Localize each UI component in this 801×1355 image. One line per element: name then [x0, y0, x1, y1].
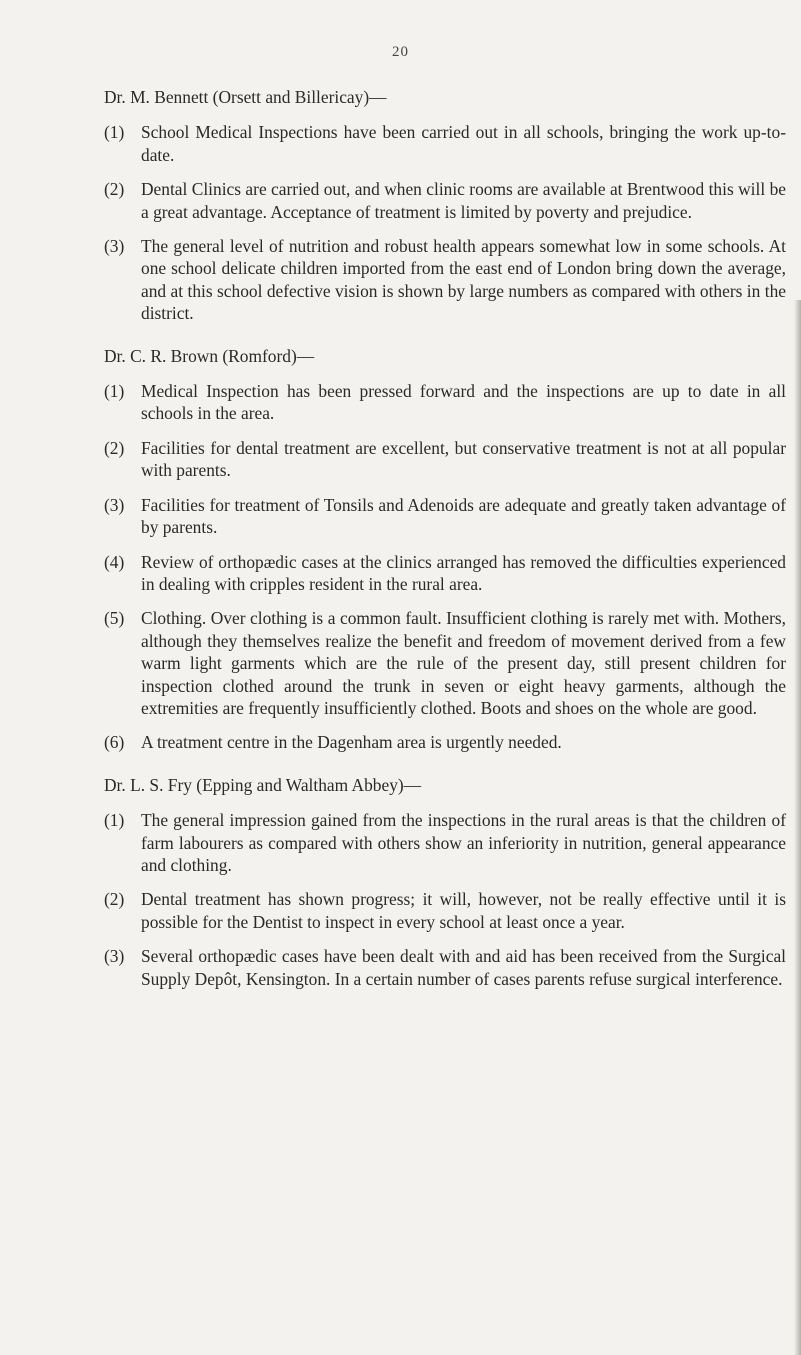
report-section-fry: [104, 774, 786, 990]
report-item: [104, 945, 786, 990]
item-number: (2): [104, 437, 125, 458]
report-item: [104, 437, 786, 482]
report-item: [104, 178, 786, 223]
item-text: Dental Clinics are carried out, and when clinic rooms are available at Brentwood this will be a great advantage. Acceptance of treatment is limited by poverty and prejudice.: [141, 179, 786, 222]
report-item: [104, 888, 786, 933]
item-number: (1): [104, 122, 125, 143]
report-item: [104, 731, 786, 753]
report-item: [104, 809, 786, 876]
doctor-heading: Dr. C. R. Brown (Romford)—: [104, 345, 315, 366]
item-text: Facilities for treatment of Tonsils and Adenoids are adequate and greatly taken advantage of by parents.: [141, 494, 786, 538]
report-item: [104, 380, 786, 425]
report-item: [104, 235, 786, 325]
report-item: [104, 607, 786, 719]
item-text: Dental treatment has shown progress; it will, however, not be really effective until it is possible for the Dentist to inspect in every school at least once a year.: [141, 889, 786, 932]
report-body: [104, 86, 786, 1010]
item-text: School Medical Inspections have been carried out in all schools, bringing the work up-to-date.: [141, 122, 786, 165]
report-item: [104, 121, 786, 166]
item-text: Clothing. Over clothing is a common fault. Insufficient clothing is rarely met with. Mothers, although they themselves realize the benefit and freedom of movement derived from a few warm light garments which are the rule of the present day, still present children for inspection clothed around the trunk in seven or eight heavy garments, although the extremities are frequently insufficiently clothed. Boots and shoes on the whole are good.: [141, 608, 786, 718]
item-number: (4): [104, 551, 125, 572]
item-text: Facilities for dental treatment are excellent, but conservative treatment is not at all popular with parents.: [141, 437, 786, 481]
item-number: (5): [104, 608, 125, 629]
item-number: (3): [104, 946, 125, 967]
item-number: (1): [104, 810, 125, 831]
item-text: The general level of nutrition and robust health appears somewhat low in some schools. At one school delicate children imported from the east end of London bring down the average, and at this school defective vision is shown by large numbers as compared with others in the district.: [141, 236, 786, 324]
item-text: A treatment centre in the Dagenham area is urgently needed.: [141, 732, 562, 753]
doctor-heading: Dr. M. Bennett (Orsett and Billericay)—: [104, 87, 387, 107]
item-text: Review of orthopædic cases at the clinics arranged has removed the difficulties experienced in dealing with cripples resident in the rural area.: [141, 551, 786, 594]
item-text: Medical Inspection has been pressed forward and the inspections are up to date in all schools in the area.: [141, 381, 786, 424]
item-number: (2): [104, 889, 125, 910]
item-text: The general impression gained from the inspections in the rural areas is that the children of farm labourers as compared with others show an inferiority in nutrition, general appearance and clothing.: [141, 810, 786, 875]
item-number: (6): [104, 732, 125, 753]
item-number: (3): [104, 236, 125, 257]
item-number: (1): [104, 381, 125, 402]
item-text: Several orthopædic cases have been dealt with and aid has been received from the Surgical Supply Depôt, Kensington. In a certain number of cases parents refuse surgical interference.: [141, 946, 786, 989]
report-item: [104, 494, 786, 539]
report-section-brown: [104, 345, 786, 754]
report-item: [104, 551, 786, 596]
item-number: (2): [104, 179, 125, 200]
item-number: (3): [104, 494, 125, 515]
page-number: 20: [392, 44, 409, 60]
doctor-heading: Dr. L. S. Fry (Epping and Waltham Abbey)—: [104, 774, 422, 795]
page-edge-shadow: [794, 300, 801, 1355]
report-section-bennett: [104, 86, 786, 325]
